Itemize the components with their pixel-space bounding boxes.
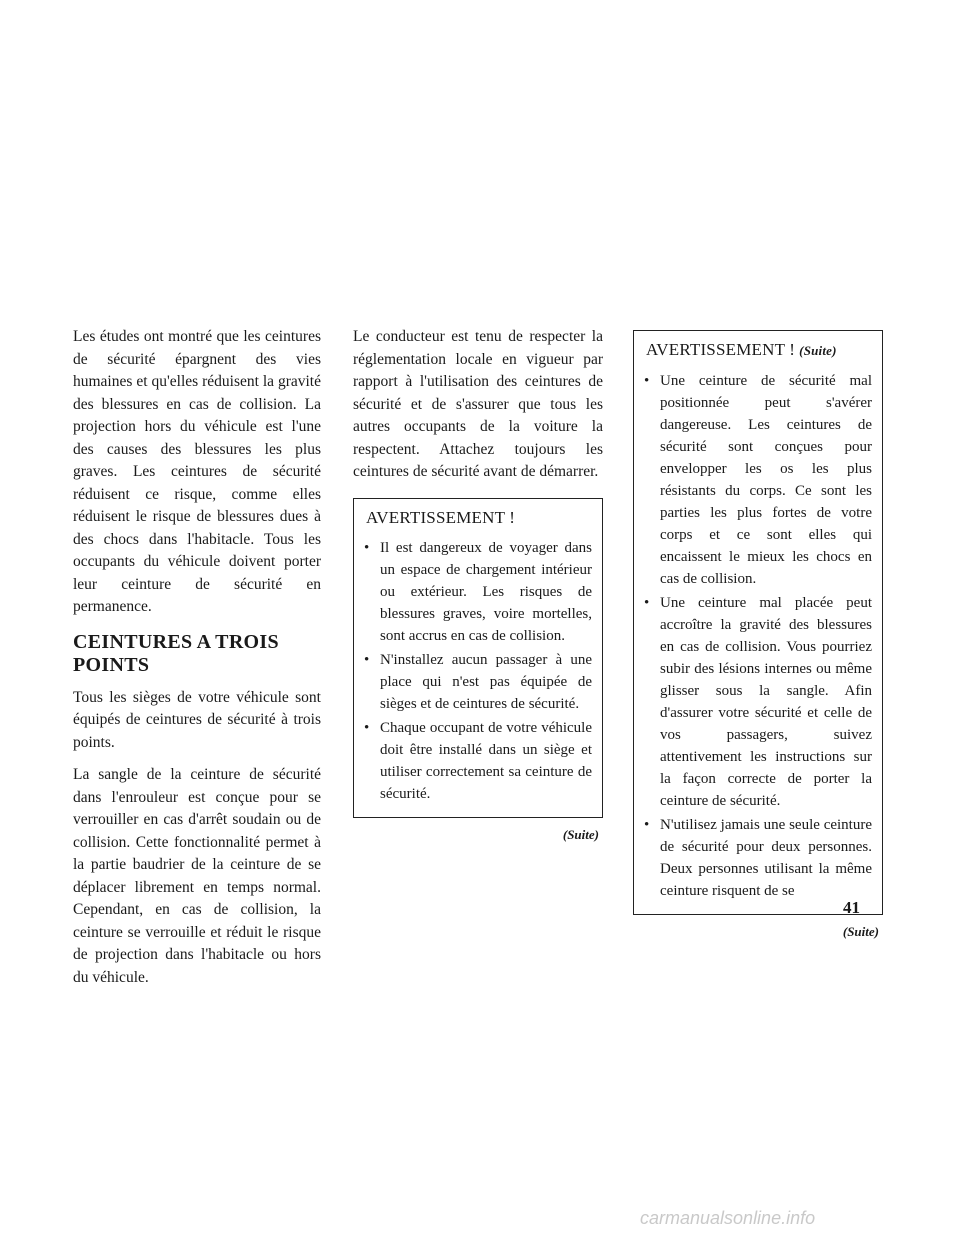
bullet-icon: • xyxy=(364,719,370,736)
warning-box xyxy=(353,498,603,818)
page-number: 41 xyxy=(843,898,860,917)
warning-item: • Une ceinture mal placée peut accroître la gravité des blessures en cas de collision. Vous pourriez subir des lésions internes ou même glisser sous la sangle. Afin d'assurer votre sécurité et celle de vos passagers, suivez attentivement les instructions sur la façon correcte de porter la ceinture de sécurité. xyxy=(644,592,872,812)
left-column xyxy=(73,326,321,999)
warning-item: • Il est dangereux de voyager dans un espace de chargement intérieur ou extérieur. Les risques de blessures graves, voire mortelles, sont accrus en cas de collision. xyxy=(364,537,592,647)
bullet-icon: • xyxy=(644,817,650,833)
warning-list xyxy=(364,537,592,805)
bullet-icon: • xyxy=(364,651,370,668)
watermark: carmanualsonline.info xyxy=(640,1208,816,1228)
warning-box-continued xyxy=(633,330,883,915)
warning-list xyxy=(644,370,872,902)
bullet-icon: • xyxy=(644,373,650,389)
section-heading xyxy=(73,631,321,677)
bullet-icon: • xyxy=(644,595,650,611)
intro-paragraph: Les études ont montré que les ceintures de sécurité épargnent des vies humaines et qu'elles réduisent la gravité des blessures en cas de collision. La projection hors du véhicule est l'une des causes des blessures les plus graves. Les ceintures de sécurité réduisent ce risque, comme elles réduisent le risque de blessures dues à des chocs dans l'habitacle. Tous les occupants du véhicule doivent porter leur ceinture de sécurité en permanence. xyxy=(73,328,321,615)
seats-paragraph: Tous les sièges de votre véhicule sont équipés de ceintures de sécurité à trois points. xyxy=(73,688,321,751)
heading-line-2: POINTS xyxy=(73,653,150,676)
warning-continued-label: (Suite) xyxy=(799,343,837,358)
warning-item: • N'installez aucun passager à une place qui n'est pas équipée de sièges et de ceintures de sécurité. xyxy=(364,649,592,715)
driver-paragraph: Le conducteur est tenu de respecter la réglementation locale en vigueur par rapport à l'utilisation des ceintures de sécurité et de s'assurer que tous les autres occupants de la voiture la respectent. Attachez toujours les ceintures de sécurité avant de démarrer. xyxy=(353,328,603,480)
warning-title: AVERTISSEMENT ! xyxy=(366,507,516,527)
retractor-paragraph: La sangle de la ceinture de sécurité dans l'enrouleur est conçue pour se verrouiller en cas d'arrêt soudain ou de collision. Cette fonctionnalité permet à la partie baudrier de la ceinture de se déplacer librement en temps normal. Cependant, en cas de collision, la ceinture se verrouille et réduit le risque de projection dans l'habitacle ou hors du véhicule. xyxy=(73,766,321,986)
warning-title: AVERTISSEMENT ! (Suite) xyxy=(646,340,837,359)
heading-line-1: CEINTURES A TROIS xyxy=(73,630,279,653)
continued-label: (Suite) xyxy=(562,826,599,842)
continued-label: (Suite) xyxy=(842,924,879,939)
warning-item: • Chaque occupant de votre véhicule doit être installé dans un siège et utiliser correctement sa ceinture de sécurité. xyxy=(364,717,592,805)
warning-item: • N'utilisez jamais une seule ceinture de sécurité pour deux personnes. Deux personnes utilisant la même ceinture risquent de se xyxy=(644,814,872,902)
bullet-icon: • xyxy=(364,539,370,556)
warning-item: • Une ceinture de sécurité mal positionnée peut s'avérer dangereuse. Les ceintures de sécurité sont conçues pour envelopper les os les plus résistants du corps. Ce sont les parties les plus fortes de votre corps et ce sont elles qui encaissent le mieux les chocs en cas de collision. xyxy=(644,370,872,590)
right-column xyxy=(633,330,883,944)
middle-column xyxy=(353,326,603,846)
